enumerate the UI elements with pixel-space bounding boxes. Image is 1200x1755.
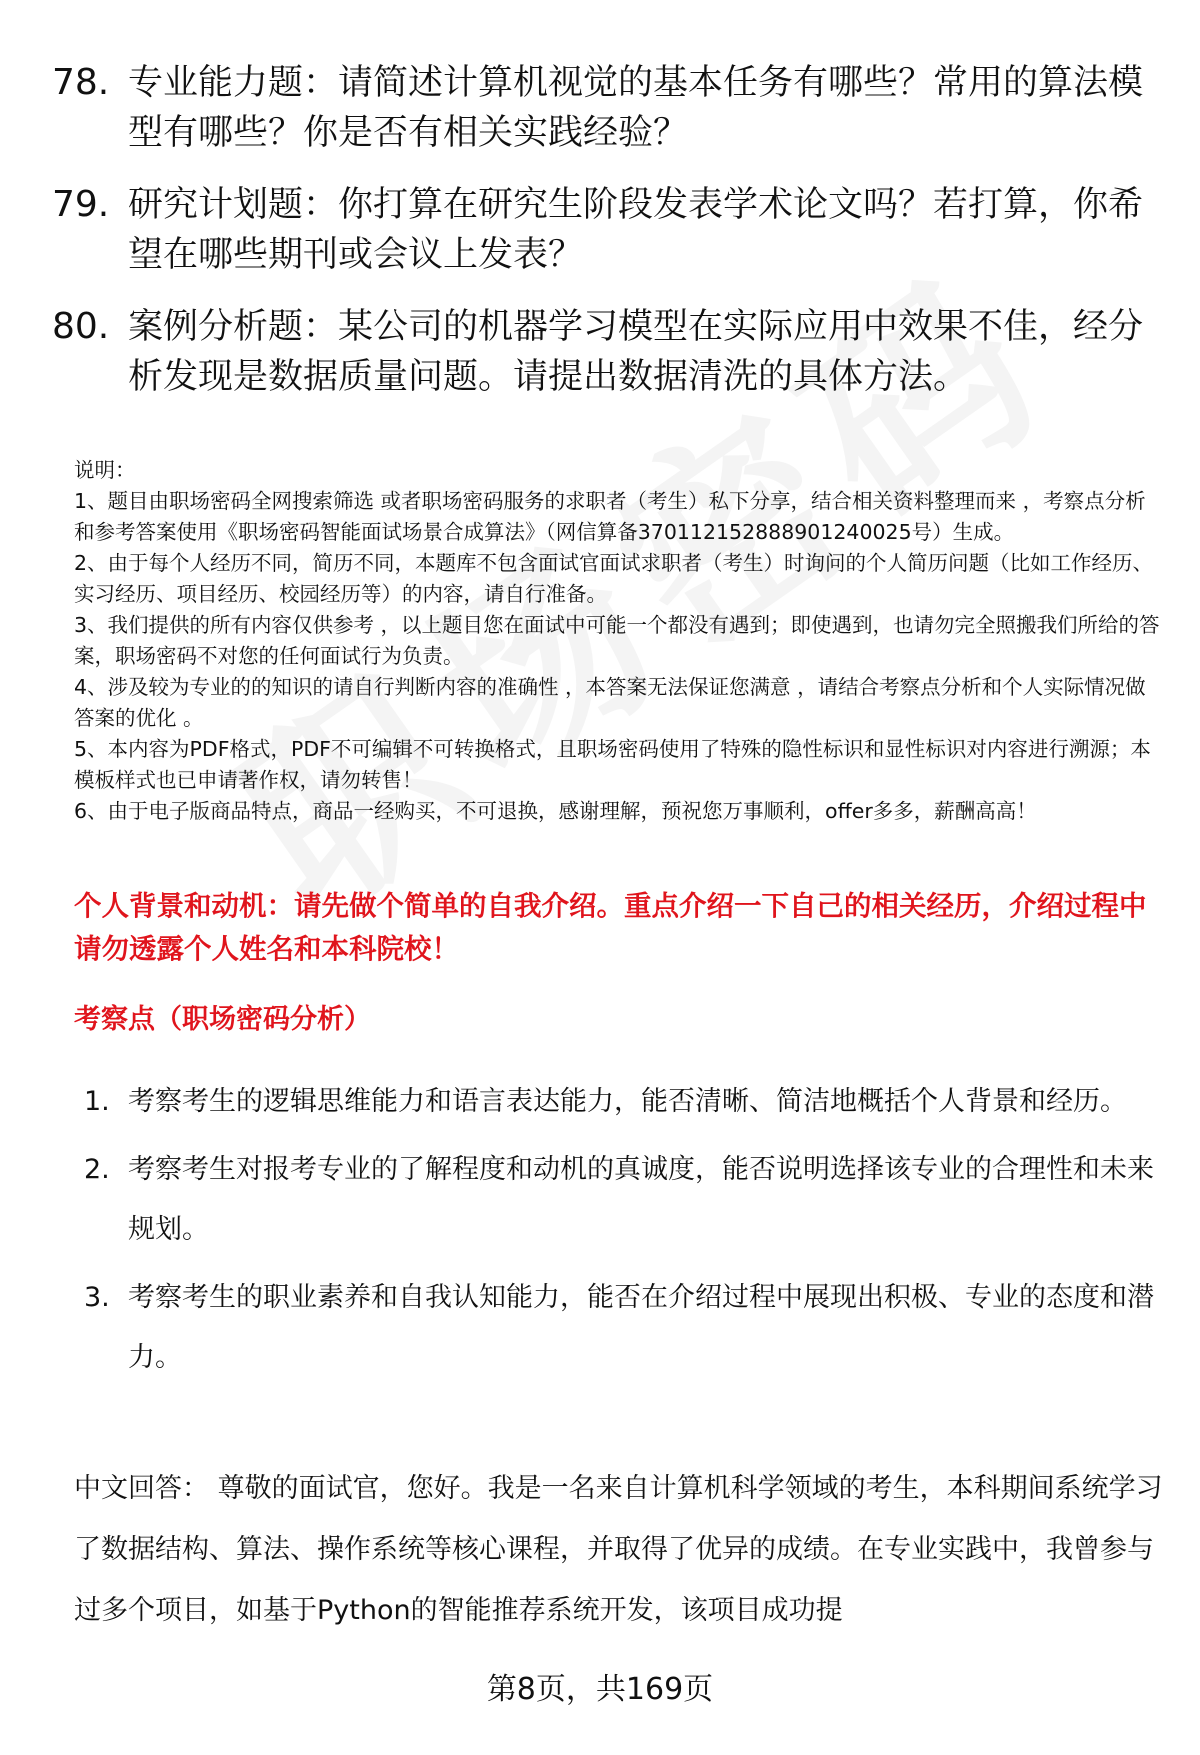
- question-item: [52, 180, 1152, 280]
- point-item: [84, 1140, 1164, 1260]
- points-title: 考察点（职场密码分析）: [74, 1004, 371, 1035]
- point-number: 1.: [84, 1086, 110, 1117]
- note-item: 3、我们提供的所有内容仅供参考 ，以上题目您在面试中可能一个都没有遇到；即使遇到，也请勿完全照搬我们所给的答案，职场密码不对您的任何面试行为负责。: [74, 613, 1160, 668]
- point-item: [84, 1072, 1164, 1132]
- question-list: [52, 58, 1152, 424]
- note-item: 6、由于电子版商品特点，商品一经购买，不可退换，感谢理解，预祝您万事顺利，offer多多，薪酬高高！: [74, 799, 1037, 823]
- answer-text: 中文回答： 尊敬的面试官，您好。我是一名来自计算机科学领域的考生，本科期间系统学习了数据结构、算法、操作系统等核心课程，并取得了优异的成绩。在专业实践中，我曾参与过多个项目，如基于Python的智能推荐系统开发，该项目成功提: [74, 1473, 1163, 1626]
- question-number: 78.: [52, 62, 110, 103]
- question-item: [52, 302, 1152, 402]
- point-text: 考察考生的职业素养和自我认知能力，能否在介绍过程中展现出积极、专业的态度和潜力。: [128, 1282, 1154, 1373]
- question-text: 专业能力题：请简述计算机视觉的基本任务有哪些？常用的算法模型有哪些？你是否有相关实践经验？: [128, 63, 1144, 153]
- point-text: 考察考生的逻辑思维能力和语言表达能力，能否清晰、简洁地概括个人背景和经历。: [128, 1086, 1127, 1117]
- question-item: [52, 58, 1152, 158]
- question-number: 79.: [52, 184, 110, 225]
- point-number: 2.: [84, 1154, 110, 1185]
- note-item: 5、本内容为PDF格式，PDF不可编辑不可转换格式，且职场密码使用了特殊的隐性标识和显性标识对内容进行溯源；本模板样式也已申请著作权，请勿转售！: [74, 737, 1151, 792]
- section-question: 个人背景和动机：请先做个简单的自我介绍。重点介绍一下自己的相关经历，介绍过程中请勿透露个人姓名和本科院校！: [74, 890, 1147, 965]
- note-item: 4、涉及较为专业的的知识的请自行判断内容的准确性 ，本答案无法保证您满意 ，请结合考察点分析和个人实际情况做答案的优化 。: [74, 675, 1146, 730]
- note-item: 1、题目由职场密码全网搜索筛选 或者职场密码服务的求职者（考生）私下分享，结合相关资料整理而来 ，考察点分析和参考答案使用《职场密码智能面试场景合成算法》（网信算备370112152888901240025号）生成。: [74, 489, 1146, 544]
- point-number: 3.: [84, 1282, 110, 1313]
- notes-block: [74, 455, 1164, 827]
- notes-title: 说明：: [74, 458, 136, 482]
- question-number: 80.: [52, 306, 110, 347]
- point-text: 考察考生对报考专业的了解程度和动机的真诚度，能否说明选择该专业的合理性和未来规划。: [128, 1154, 1154, 1245]
- question-text: 研究计划题：你打算在研究生阶段发表学术论文吗？若打算，你希望在哪些期刊或会议上发表？: [128, 185, 1144, 275]
- point-item: [84, 1268, 1164, 1388]
- page-footer: 第8页，共169页: [486, 1672, 714, 1707]
- question-text: 案例分析题：某公司的机器学习模型在实际应用中效果不佳，经分析发现是数据质量问题。请提出数据清洗的具体方法。: [128, 307, 1144, 397]
- points-list: [84, 1072, 1164, 1396]
- note-item: 2、由于每个人经历不同，简历不同，本题库不包含面试官面试求职者（考生）时询问的个人简历问题（比如工作经历、实习经历、项目经历、校园经历等）的内容，请自行准备。: [74, 551, 1154, 606]
